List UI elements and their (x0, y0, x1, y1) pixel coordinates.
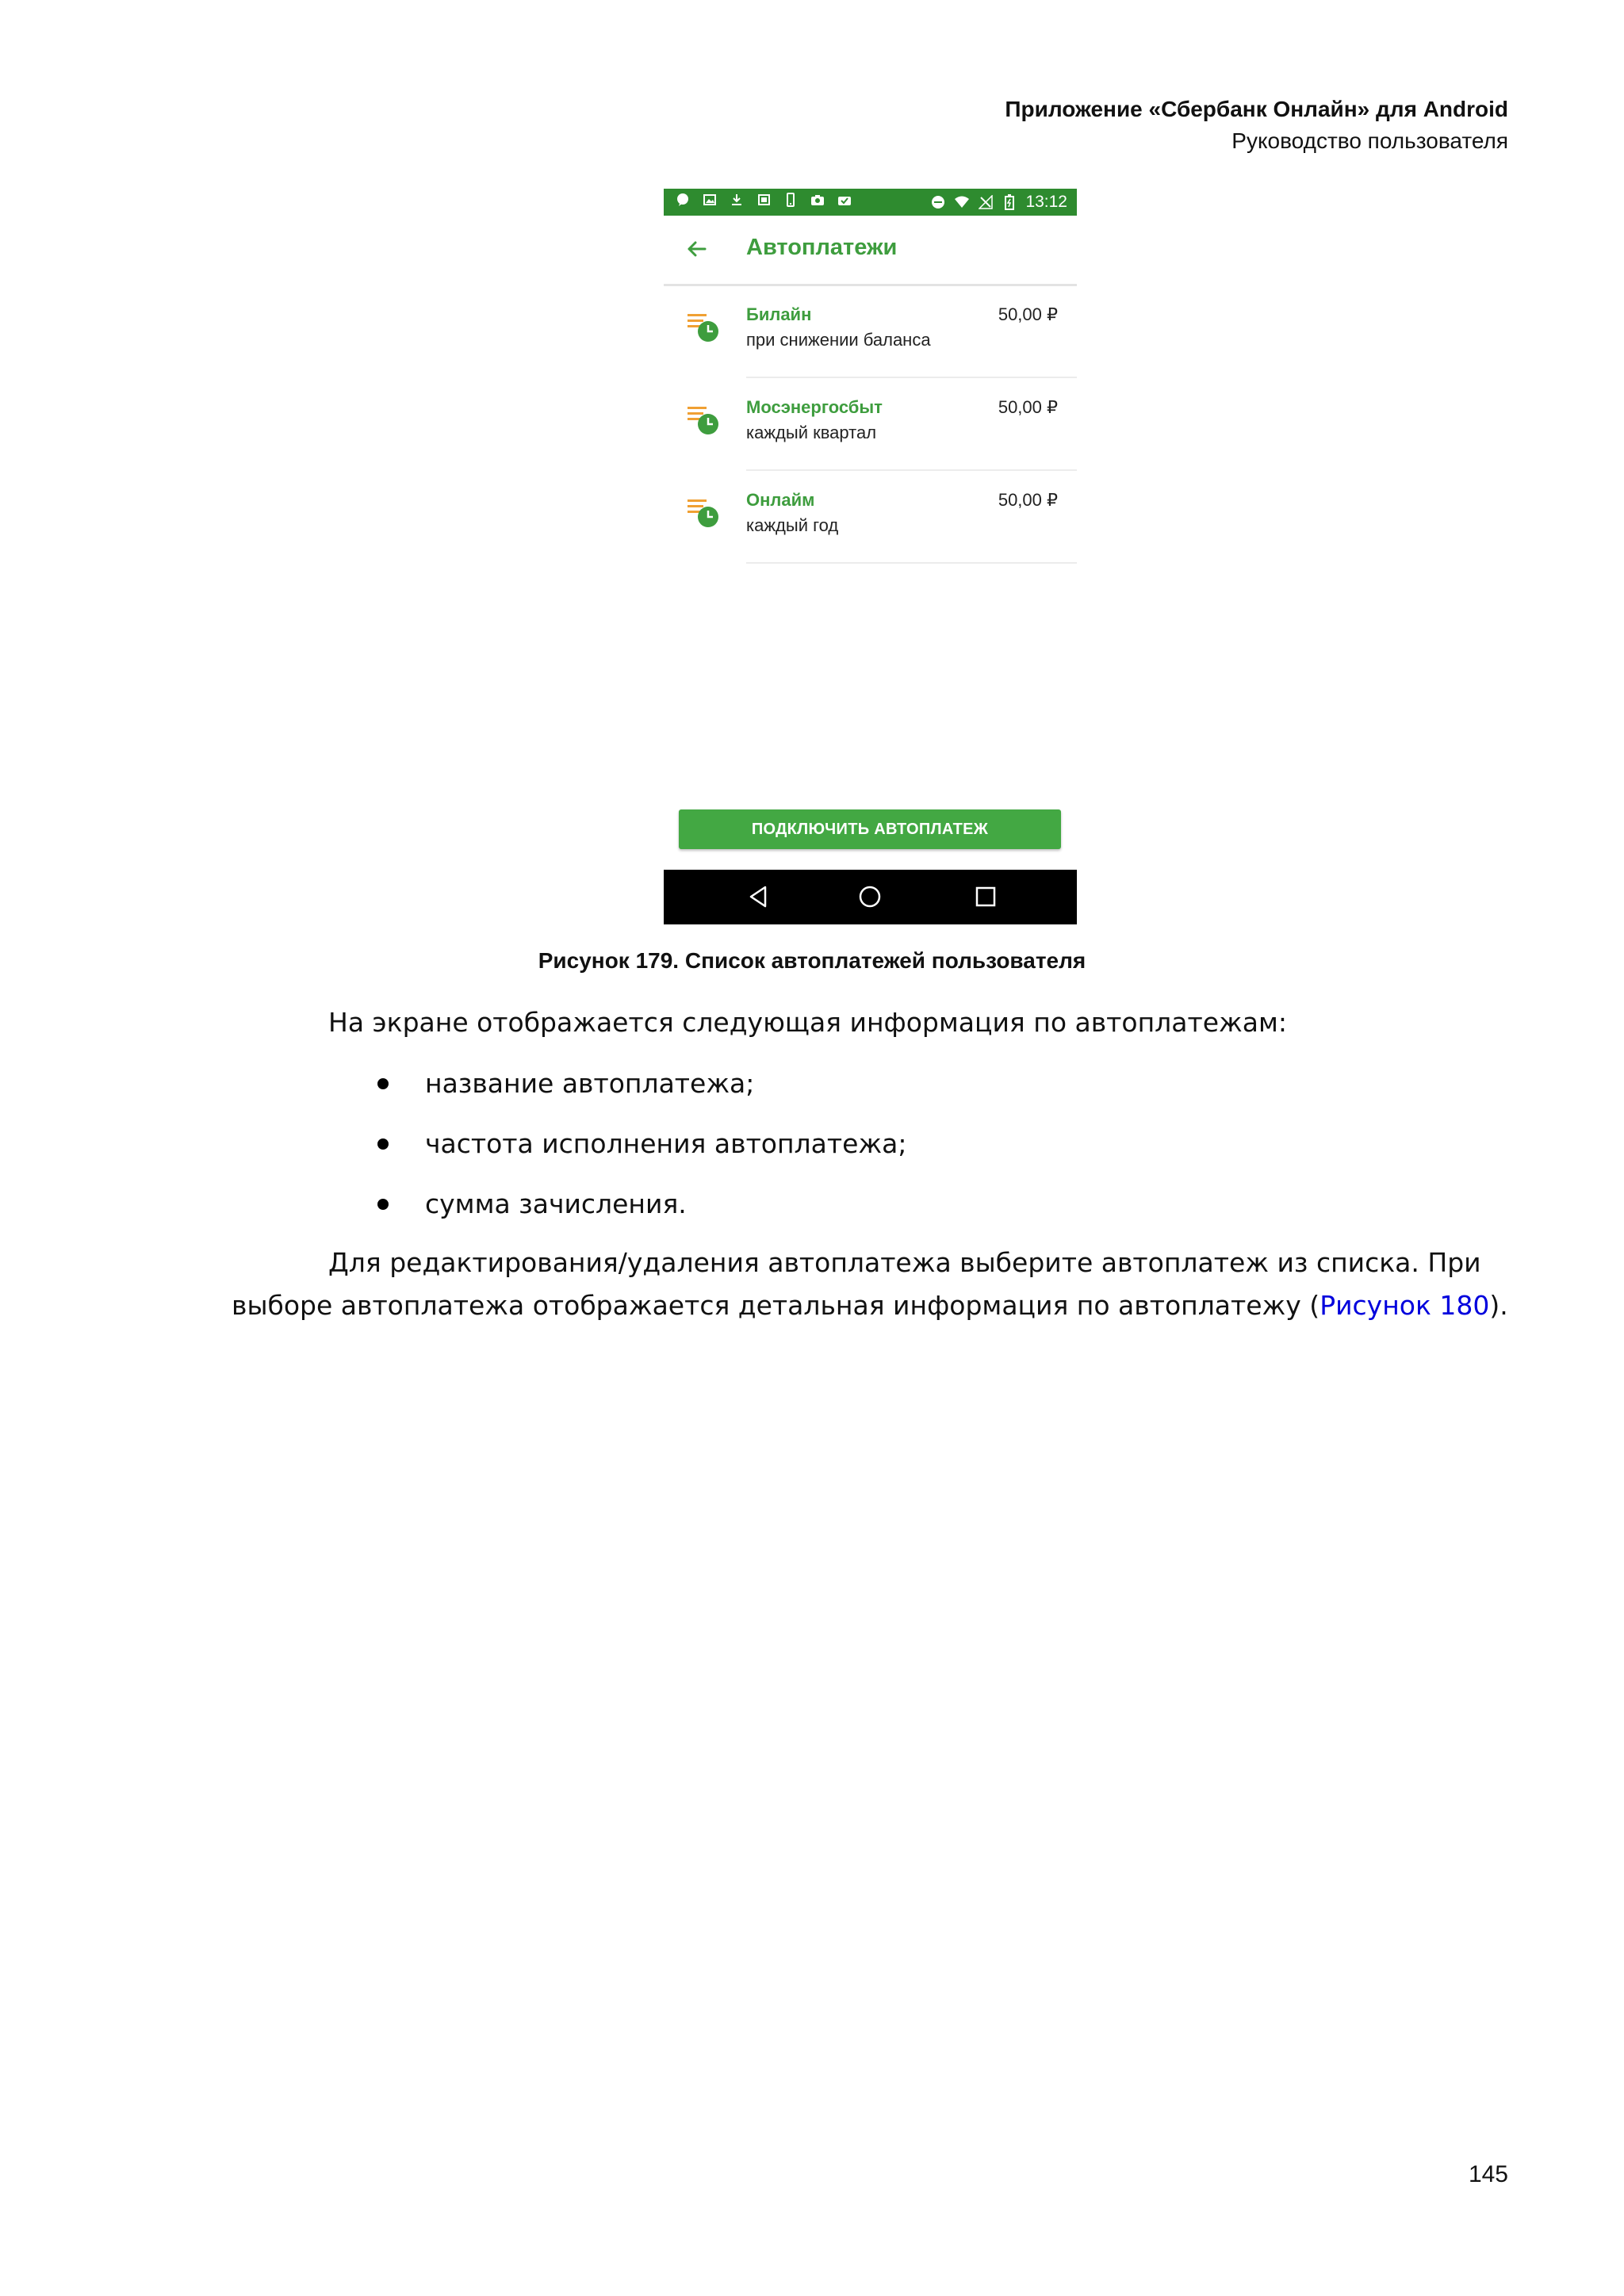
bullet-text: частота исполнения автоплатежа; (425, 1128, 907, 1159)
autopayment-list (664, 285, 1077, 564)
battery-icon (1002, 194, 1017, 210)
row-divider (746, 562, 1077, 564)
info-bullet-list (377, 1062, 906, 1243)
gallery-icon (756, 192, 772, 208)
autopayment-name: Онлайм (746, 490, 815, 510)
back-arrow-icon[interactable] (681, 233, 713, 265)
nav-recents-icon[interactable] (970, 881, 1002, 913)
bullet-icon (377, 1078, 389, 1089)
screen-title: Автоплатежи (746, 235, 898, 260)
autopayment-amount: 50,00 ₽ (998, 304, 1058, 324)
bullet-text: название автоплатежа; (425, 1068, 755, 1099)
autopayment-row-mosenergosbyt[interactable] (664, 378, 1077, 471)
connect-autopayment-button[interactable]: ПОДКЛЮЧИТЬ АВТОПЛАТЕЖ (679, 809, 1061, 849)
autopayment-name: Билайн (746, 304, 812, 324)
wifi-icon (954, 194, 970, 210)
document-header-title: Приложение «Сбербанк Онлайн» для Android (1005, 97, 1508, 121)
page-number: 145 (1468, 2161, 1508, 2187)
image-icon (702, 192, 718, 208)
bullet-icon (377, 1199, 389, 1210)
autopayment-amount: 50,00 ₽ (998, 490, 1058, 510)
download-icon (729, 192, 745, 208)
document-header-subtitle: Руководство пользователя (1231, 128, 1508, 153)
nav-home-icon[interactable] (854, 881, 886, 913)
no-signal-icon (978, 194, 994, 210)
nav-back-icon[interactable] (743, 881, 775, 913)
status-time: 13:12 (1025, 193, 1067, 211)
camera-check-icon (837, 192, 852, 208)
list-item (377, 1062, 906, 1123)
do-not-disturb-icon (930, 194, 946, 210)
list-item (377, 1183, 906, 1243)
phone-icon (783, 192, 799, 208)
autopayment-frequency: каждый квартал (746, 423, 877, 442)
bullet-text: сумма зачисления. (425, 1188, 687, 1219)
scheduled-payment-icon (686, 311, 724, 346)
edit-instructions-paragraph (232, 1242, 1516, 1327)
paragraph-text-end: ). (1489, 1290, 1508, 1321)
autopayment-amount: 50,00 ₽ (998, 397, 1058, 417)
autopayment-row-beeline[interactable] (664, 285, 1077, 378)
intro-paragraph: На экране отображается следующая информация по автоплатежам: (328, 1007, 1287, 1038)
app-bar (664, 216, 1077, 286)
android-nav-bar (664, 870, 1077, 924)
autopayment-frequency: при снижении баланса (746, 330, 931, 350)
figure-180-link[interactable]: Рисунок 180 (1320, 1290, 1490, 1321)
autopayment-row-onlime[interactable] (664, 471, 1077, 564)
paragraph-text: Для редактирования/удаления автоплатежа выберите автоплатеж из списка. При выборе автоплатежа отображается детальная информация по автоплатежу ( (232, 1247, 1481, 1321)
autopayment-name: Мосэнергосбыт (746, 397, 883, 417)
bullet-icon (377, 1138, 389, 1150)
camera-icon (810, 192, 825, 208)
scheduled-payment-icon (686, 496, 724, 531)
list-item (377, 1123, 906, 1183)
status-bar (664, 189, 1077, 216)
figure-caption: Рисунок 179. Список автоплатежей пользователя (538, 948, 1086, 973)
chat-icon (675, 192, 691, 208)
autopayment-frequency: каждый год (746, 515, 839, 535)
scheduled-payment-icon (686, 404, 724, 438)
phone-screenshot (664, 189, 1077, 924)
